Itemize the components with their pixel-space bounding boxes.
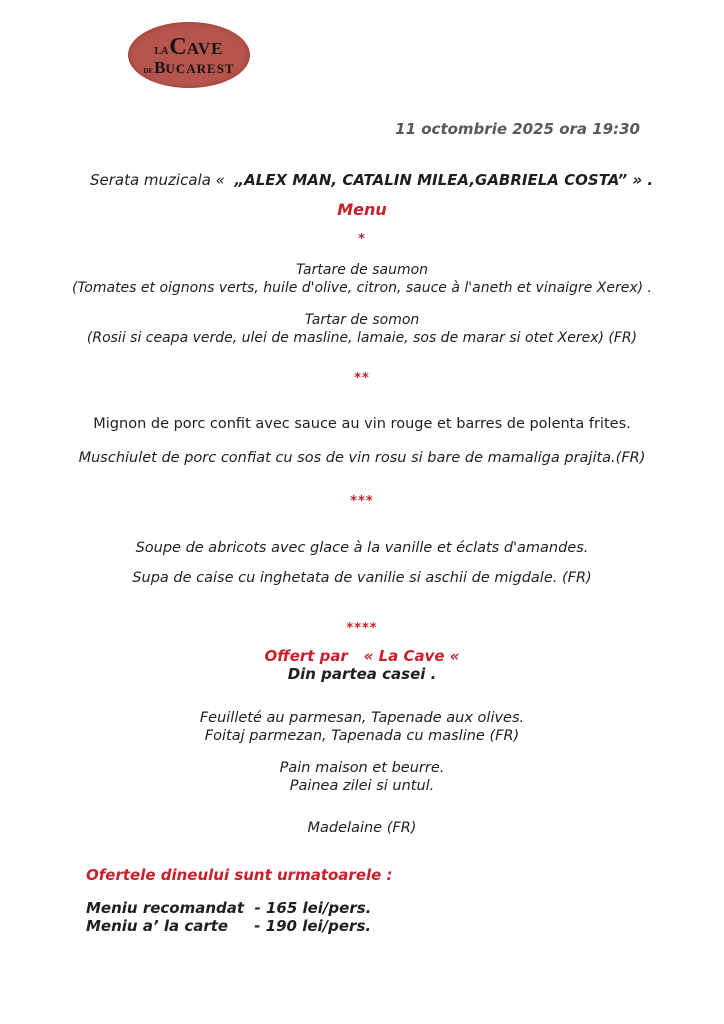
logo-text-cave-initial: C <box>169 33 187 60</box>
offers-title: Ofertele dineului sunt urmatoarele : <box>86 866 393 884</box>
offered-by-ro: Din partea casei . <box>287 665 437 683</box>
course2-fr: Mignon de porc confit avec sauce au vin rouge et barres de polenta frites. <box>93 416 631 432</box>
musical-evening-suffix: » . <box>627 171 654 189</box>
separator-3: *** <box>350 494 374 509</box>
menu-title: Menu <box>337 200 387 219</box>
bread-fr: Pain maison et beurre. <box>279 760 445 776</box>
logo-text-bucarest-rest: UCAREST <box>165 60 235 76</box>
logo-line-2 <box>143 59 234 76</box>
course1-ro-desc: (Rosii si ceapa verde, ulei de masline, lamaie, sos de marar si otet Xerex) (FR) <box>86 330 638 346</box>
logo-line-1 <box>155 35 224 59</box>
course1-fr-desc: (Tomates et oignons verts, huile d'olive, citron, sauce à l'aneth et vinaigre Xerex) . <box>72 280 652 296</box>
logo-text-la: LA <box>154 45 169 57</box>
separator-2: ** <box>354 371 370 386</box>
restaurant-logo <box>128 22 250 88</box>
event-datetime: 11 octombrie 2025 ora 19:30 <box>395 120 640 138</box>
course3-fr: Soupe de abricots avec glace à la vanille et éclats d'amandes. <box>135 540 589 556</box>
course1-fr-title: Tartare de saumon <box>295 262 429 278</box>
logo-text-de: DE <box>143 66 154 75</box>
musical-evening-line <box>0 153 724 207</box>
musical-evening-prefix: Serata muzicala « <box>89 171 235 189</box>
separator-4: **** <box>346 621 378 636</box>
bread-ro: Painea zilei si untul. <box>289 778 435 794</box>
offer-item-a-la-carte: Meniu a’ la carte - 190 lei/pers. <box>86 917 372 935</box>
course2-ro: Muschiulet de porc confiat cu sos de vin rosu si bare de mamaliga prajita.(FR) <box>78 450 646 466</box>
course1-ro-title: Tartar de somon <box>304 312 420 328</box>
logo-text-bucarest-initial: B <box>154 57 166 77</box>
amuse-fr: Feuilleté au parmesan, Tapenade aux olives. <box>199 710 525 726</box>
amuse-ro: Foitaj parmezan, Tapenada cu masline (FR) <box>204 728 520 744</box>
dessert-extra: Madelaine (FR) <box>307 820 417 836</box>
musical-evening-artists: „ALEX MAN, CATALIN MILEA,GABRIELA COSTA” <box>234 171 628 189</box>
separator-1: * <box>358 232 366 247</box>
offered-by-fr: Offert par « La Cave « <box>264 647 460 665</box>
course3-ro: Supa de caise cu inghetata de vanilie si aschii de migdale. (FR) <box>132 570 592 586</box>
logo-text-cave-rest: AVE <box>186 38 224 58</box>
offer-item-recommended: Meniu recomandat - 165 lei/pers. <box>86 899 372 917</box>
